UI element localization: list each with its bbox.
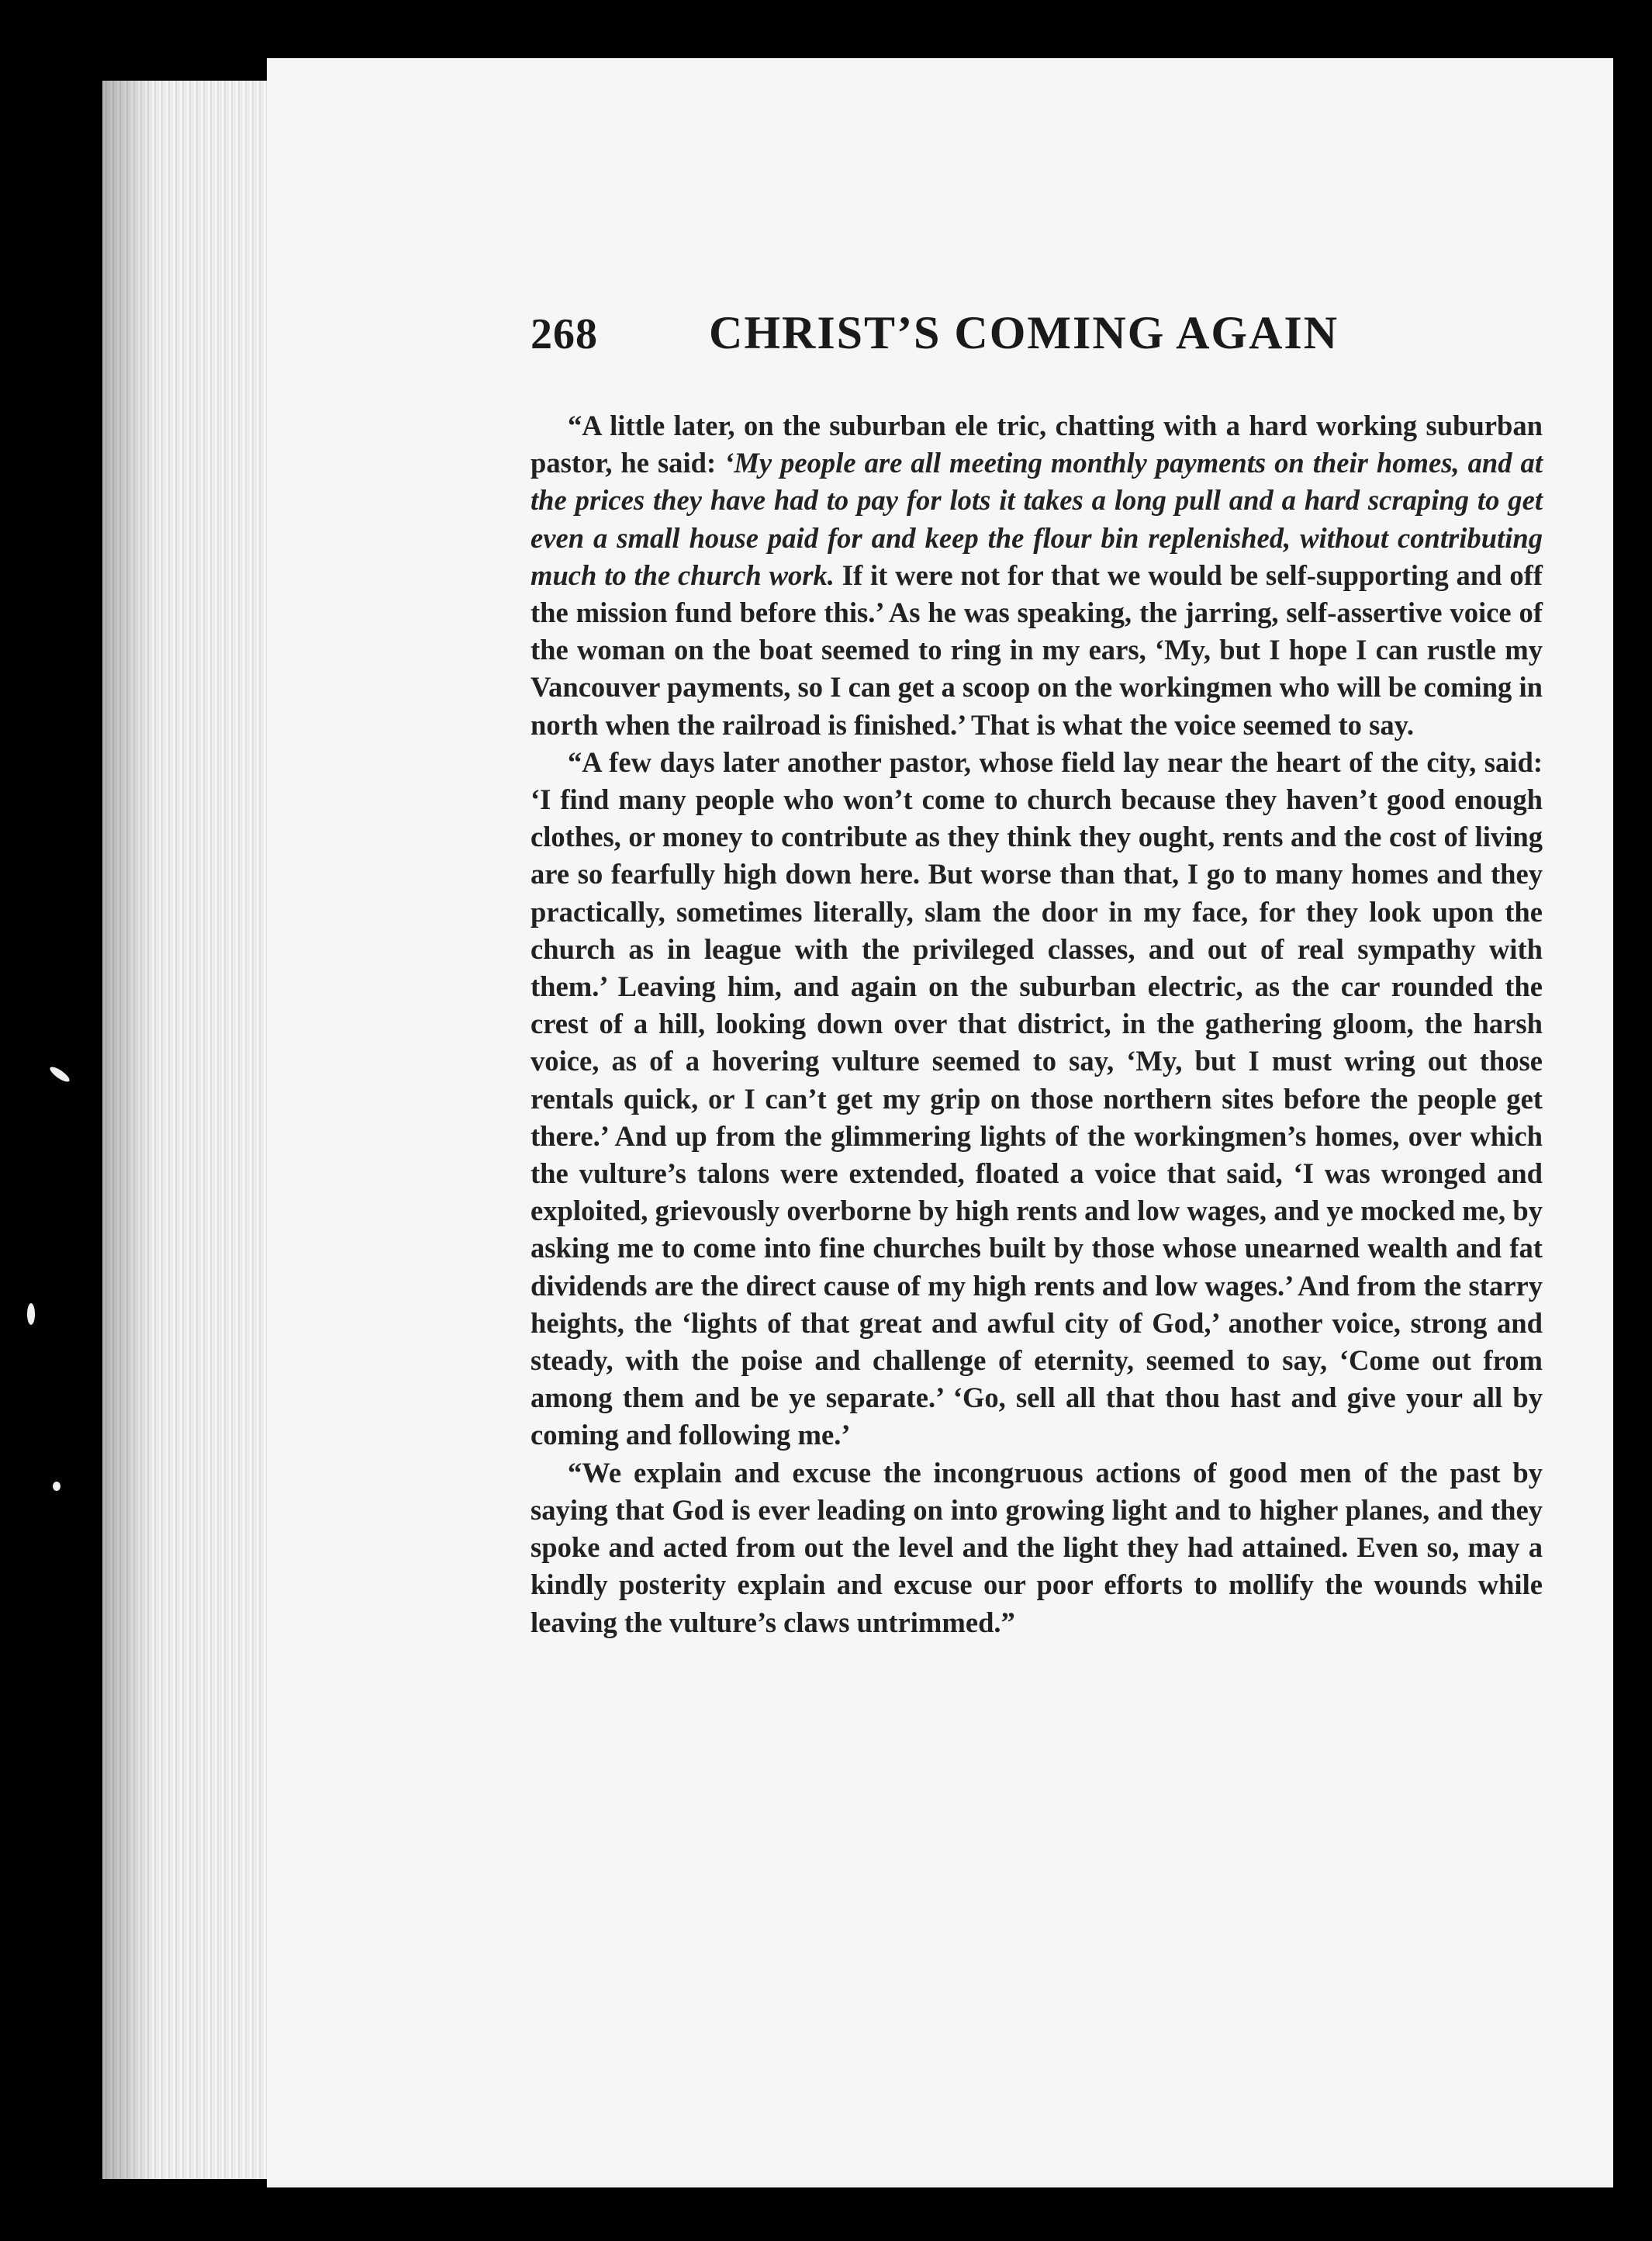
scan-speck [53, 1482, 60, 1491]
scan-speck [27, 1303, 35, 1325]
book-page-edge [102, 81, 275, 2179]
scan-speck [48, 1064, 71, 1084]
paragraph-1-tail: If it were not for that we would be self-supporting and off the mission fund before this.’ As he was speaking, the jarring, self-assertive voice of the woman on the boat seemed to ring in my ears, ‘My, but I hope I can rustle my Vancouver payments, so I can get a scoop on the workingmen who will be coming in north when the railroad is finished.’ That is what the voice seemed to say. [531, 559, 1543, 741]
paragraph-3-text: “We explain and excuse the incongruous actions of good men of the past by saying that God is ever leading on into growing light and to higher planes, and they spoke and acted from out the level and the light they had attained. Even so, may a kindly posterity explain and excuse our poor efforts to mollify the wounds while leaving the vulture’s claws untrimmed.” [531, 1456, 1543, 1638]
book-title: CHRIST’S COMING AGAIN [709, 307, 1339, 358]
book-page [267, 58, 1613, 2187]
paragraph-1-lead: “A little later, on the suburban ele tric, chatting with a hard working suburban pastor, he said: [531, 410, 1543, 479]
paragraph-2-text: “A few days later another pastor, whose field lay near the heart of the city, said: ‘I find many people who won’t come to church because they haven’t good enough clothes, or money to contribute as they think they ought, rents and the cost of living are so fearfully high down here. But worse than that, I go to many homes and they practically, sometimes literally, slam the door in my face, for they look upon the church as in league with the privileged classes, and out of real sympathy with them.’ Leaving him, and again on the suburban electric, as the car rounded the crest of a hill, looking down over that district, in the gathering gloom, the harsh voice, as of a hovering vulture seemed to say, ‘My, but I must wring out those rentals quick, or I can’t get my grip on those northern sites before the people get there.’ And up from the glimmering lights of the workingmen’s homes, over which the vulture’s talons were extended, floated a voice that said, ‘I was wronged and exploited, grievously overborne by high rents and low wages, and ye mocked me, by asking me to come into fine churches built by those whose unearned wealth and fat dividends are the direct cause of my high rents and low wages.’ And from the starry heights, the ‘lights of that great and awful city of God,’ another voice, strong and steady, with the poise and challenge of eternity, seemed to say, ‘Come out from among them and be ye separate.’ ‘Go, sell all that thou hast and give your all by coming and following me.’ [531, 745, 1543, 1451]
running-head [531, 306, 1543, 392]
page-number: 268 [531, 310, 598, 358]
paragraph-1 [531, 407, 1543, 744]
paragraph-1-italic-quote: ‘My people are all meeting monthly payments on their homes, and at the prices they have had to pay for lots it takes a long pull and a hard scraping to get even a small house paid for and keep the flour bin replenished, without contributing much to the church work. [531, 447, 1543, 591]
paragraph-3 [531, 1454, 1543, 1641]
paragraph-2 [531, 744, 1543, 1454]
page-content [531, 306, 1543, 1641]
